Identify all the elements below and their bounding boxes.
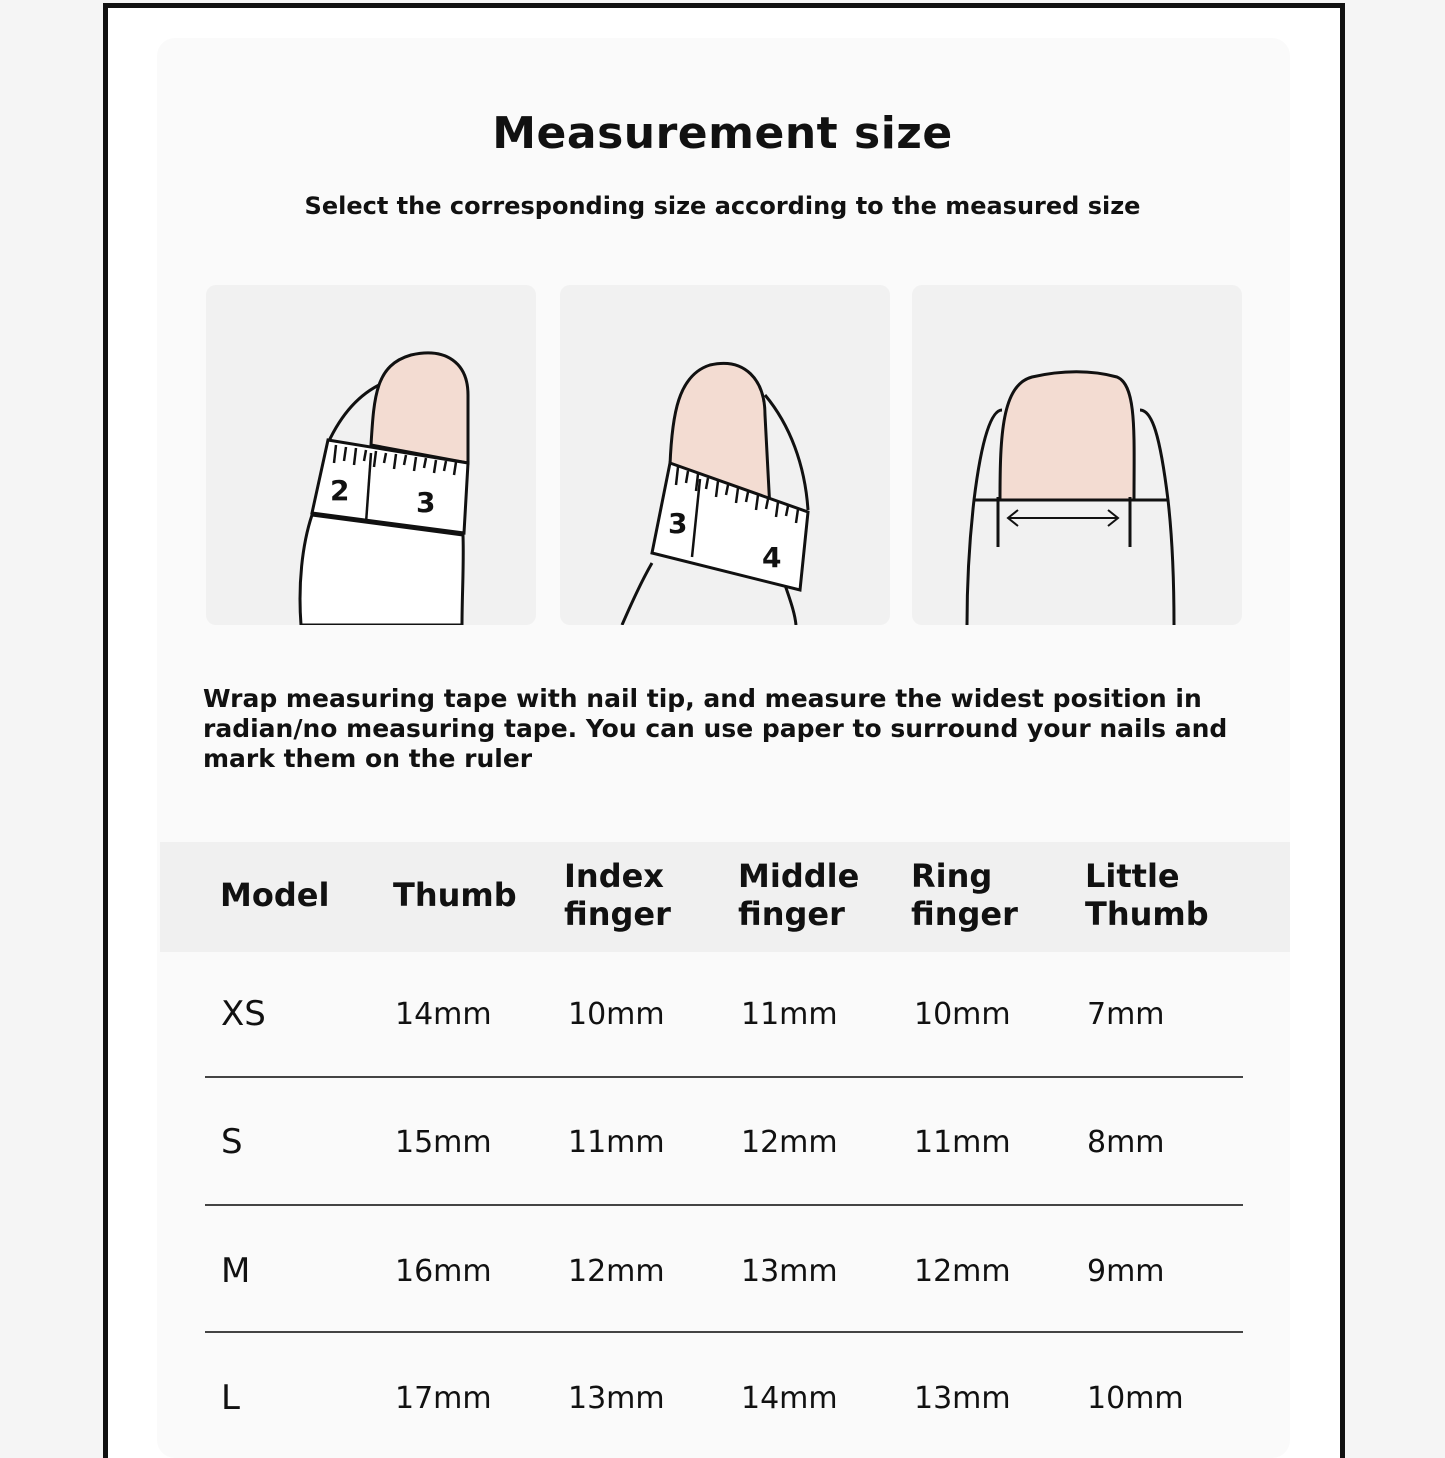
page-subtitle: Select the corresponding size according to the measured size	[304, 192, 1141, 220]
row-divider	[205, 1331, 1243, 1333]
cell-middle: 14mm	[741, 1381, 838, 1416]
cell-thumb: 16mm	[395, 1254, 492, 1289]
cell-index: 12mm	[568, 1254, 665, 1289]
row-divider	[205, 1076, 1243, 1078]
row-divider	[205, 1204, 1243, 1206]
header-little-thumb: Little Thumb	[1085, 857, 1209, 933]
illustration-finger	[560, 285, 890, 625]
cell-little: 7mm	[1087, 997, 1165, 1032]
cell-index: 10mm	[568, 997, 665, 1032]
cell-index: 13mm	[568, 1381, 665, 1416]
cell-ring: 12mm	[914, 1254, 1011, 1289]
illustration-nail-width	[912, 285, 1242, 625]
header-index-finger: Index finger	[564, 857, 671, 933]
illustration-thumb	[206, 285, 536, 625]
cell-index: 11mm	[568, 1125, 665, 1160]
header-middle-finger: Middle finger	[738, 857, 860, 933]
cell-little: 8mm	[1087, 1125, 1165, 1160]
cell-little: 10mm	[1087, 1381, 1184, 1416]
cell-model: M	[221, 1251, 251, 1291]
header-ring-finger: Ring finger	[911, 857, 1018, 933]
instructions-text: Wrap measuring tape with nail tip, and measure the widest position in radian/no measuring tape. You can use paper to surround your nails and mark them on the ruler	[203, 684, 1228, 773]
tape-number: 4	[762, 541, 782, 574]
cell-ring: 13mm	[914, 1381, 1011, 1416]
header-thumb: Thumb	[393, 876, 517, 914]
finger-tape-measure-icon	[560, 285, 890, 625]
cell-ring: 11mm	[914, 1125, 1011, 1160]
header-model: Model	[220, 876, 330, 914]
cell-model: L	[221, 1378, 240, 1418]
cell-thumb: 15mm	[395, 1125, 492, 1160]
cell-thumb: 14mm	[395, 997, 492, 1032]
cell-model: S	[221, 1122, 243, 1162]
cell-middle: 13mm	[741, 1254, 838, 1289]
tape-number: 3	[668, 507, 688, 540]
tape-number: 2	[330, 474, 350, 507]
page-title: Measurement size	[492, 108, 953, 159]
cell-model: XS	[221, 994, 266, 1034]
cell-middle: 11mm	[741, 997, 838, 1032]
thumb-tape-measure-icon	[206, 285, 536, 625]
nail-width-arrow-icon	[912, 285, 1242, 625]
cell-thumb: 17mm	[395, 1381, 492, 1416]
tape-number: 3	[416, 486, 436, 519]
cell-little: 9mm	[1087, 1254, 1165, 1289]
cell-middle: 12mm	[741, 1125, 838, 1160]
cell-ring: 10mm	[914, 997, 1011, 1032]
